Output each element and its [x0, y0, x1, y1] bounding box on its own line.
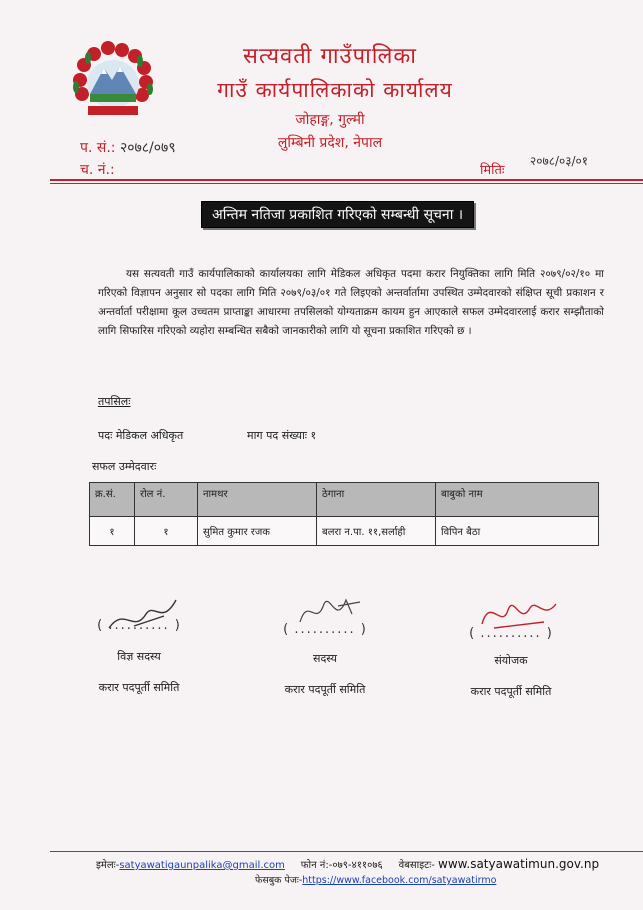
demand-label: माग पद संख्याः: [247, 429, 308, 442]
paren-open: (: [469, 626, 476, 641]
website-link[interactable]: www.satyawatimun.gov.np: [438, 857, 600, 871]
phone-value: ०७९-४११०७६: [332, 860, 383, 871]
paren-close: ): [546, 626, 553, 641]
demand-value: १: [310, 429, 317, 442]
details-label: तपसिलः: [98, 395, 131, 408]
footer-facebook: [255, 873, 496, 886]
signatory-role: संयोजक: [494, 654, 528, 667]
demand-field: [247, 428, 316, 443]
header-divider: [50, 179, 643, 181]
email-link[interactable]: satyawatigaunpalika@gmail.com: [119, 860, 285, 871]
office-location: जोहाङ्ग, गुल्मी: [295, 112, 365, 128]
header-cell-serial: क्र.सं.: [90, 483, 135, 517]
post-value: मेडिकल अधिकृत: [115, 429, 184, 442]
nepal-emblem-logo: [66, 40, 160, 124]
table-row: [90, 517, 599, 546]
paren-open: (: [283, 622, 290, 637]
footer-contact: [96, 857, 616, 871]
office-type: गाउँ कार्यपालिकाको कार्यालय: [217, 78, 453, 102]
footer-divider: [50, 851, 643, 852]
post-field: [98, 428, 183, 443]
office-name: सत्यवती गाउँपालिका: [242, 44, 418, 69]
signature-block-coordinator: ( .......... ) संयोजक करार पदपूर्ती समिति: [436, 596, 586, 699]
chalani-number-label: च. नं.:: [80, 162, 115, 178]
phone-label: फोन नं:-: [300, 860, 333, 871]
post-label: पदः: [98, 429, 113, 442]
date-value: २०७८/०३/०१: [530, 154, 589, 168]
committee-name: करार पदपूर्ती समिति: [470, 685, 552, 698]
committee-name: करार पदपूर्ती समिति: [98, 681, 180, 694]
signature-block-member: ( .......... ) सदस्य करार पदपूर्ती समिति: [250, 596, 400, 697]
cell-serial: १: [90, 517, 135, 546]
signatory-role: सदस्य: [313, 652, 337, 665]
header-cell-roll: रोल नं.: [135, 483, 198, 517]
office-province: लुम्बिनी प्रदेश, नेपाल: [277, 135, 383, 151]
header-cell-address: ठेगाना: [317, 483, 436, 517]
email-label: इमेलः-: [96, 860, 120, 871]
successful-candidates-label: सफल उम्मेदवारः: [92, 460, 157, 473]
table-header-row: [90, 483, 599, 517]
facebook-link[interactable]: https://www.facebook.com/satyawatirmo: [302, 875, 497, 886]
cell-father: विपिन बैठा: [436, 517, 599, 546]
paren-open: (: [97, 618, 104, 633]
cell-roll: १: [135, 517, 198, 546]
signature-mark: [104, 596, 184, 636]
notice-body: यस सत्यवती गाउँ कार्यपालिकाको कार्यालयका लागि मेडिकल अधिकृत पदमा करार नियुक्तिका लागि मिति २०७९/०२/१० मा गरिएको विज्ञापन अनुसार सो पदका लागि मिति २०७९/०३/०१ गते लिइएको अन्तर्वार्तामा उपस्थित उम्मेदवारको संक्षिप्त सूची प्रकाशन र अन्तर्वार्ता परीक्षामा कूल उच्चतम प्राप्ताङ्का आधारमा तपसिलको योग्यताक्रम कायम हुन आएकाले सफल उम्मेदवारलाई करार सम्झौताको लागि सिफारिस गरिएको व्यहोरा सम्बन्धित सबैको जानकारीको लागि यो सूचना प्रकाशित गरिएको छ ।: [98, 268, 604, 337]
signatory-role: विज्ञ सदस्य: [117, 650, 161, 663]
header-cell-father: बाबुको नाम: [436, 483, 599, 517]
facebook-label: फेसबुक पेजः-: [255, 875, 303, 886]
committee-name: करार पदपूर्ती समिति: [284, 683, 366, 696]
header-cell-name: नामथर: [198, 483, 317, 517]
paren-close: ): [360, 622, 367, 637]
patra-sankhya: [80, 138, 176, 157]
cell-address: बलरा न.पा. ११,सर्लाही: [317, 517, 436, 546]
paren-close: ): [174, 618, 181, 633]
notice-title: अन्तिम नतिजा प्रकाशित गरिएको सम्बन्धी सूचना ।: [201, 201, 474, 228]
ps-label: प. सं.:: [80, 140, 116, 156]
date-label: मितिः: [480, 163, 505, 178]
result-table: [89, 482, 599, 546]
ps-value: २०७८/०७९: [119, 140, 176, 156]
signature-mark: [474, 590, 564, 634]
cell-name: सुमित कुमार रजक: [198, 517, 317, 546]
signature-mark: [290, 592, 370, 632]
header-divider-thin: [50, 183, 643, 184]
website-label: वेबसाइटः-: [398, 860, 435, 871]
signature-block-expert: ( .......... ) विज्ञ सदस्य करार पदपूर्ती समिति: [64, 596, 214, 695]
